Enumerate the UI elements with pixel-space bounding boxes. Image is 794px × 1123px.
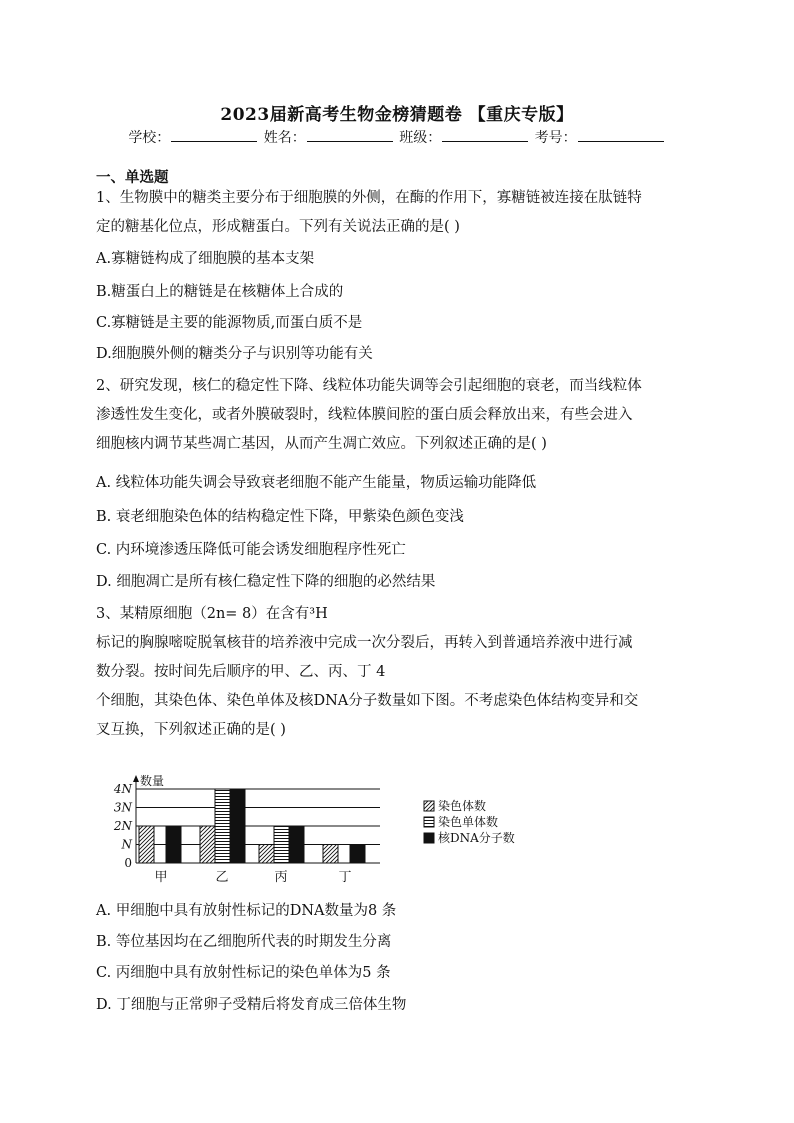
school-blank[interactable] (171, 127, 257, 142)
class-label: 班级： (399, 130, 442, 146)
question-line: 渗透性发生变化，或者外膜破裂时，线粒体膜间腔的蛋白质会释放出来，有些会进入 (96, 407, 633, 423)
question-1-option-b: B.糖蛋白上的糖链是在核糖体上合成的 (96, 284, 344, 300)
question-3-option-c: C. 丙细胞中具有放射性标记的染色单体为5 条 (96, 965, 391, 981)
chromosome-bar-chart (96, 765, 536, 887)
chart-svg (96, 765, 536, 887)
y-tick-label: N (121, 837, 132, 852)
question-line: 1、生物膜中的糖类主要分布于细胞膜的外侧，在酶的作用下，寡糖链被连接在肽链特 (96, 190, 642, 206)
question-1-stem (96, 184, 700, 242)
question-3-option-a: A. 甲细胞中具有放射性标记的DNA数量为8 条 (96, 903, 397, 919)
question-2-option-a: A. 线粒体功能失调会导致衰老细胞不能产生能量，物质运输功能降低 (96, 475, 537, 491)
question-1-option-c: C.寡糖链是主要的能源物质,而蛋白质不是 (96, 315, 363, 331)
y-axis-arrow (133, 775, 139, 782)
question-line: 定的糖基化位点，形成糖蛋白。下列有关说法正确的是( ) (96, 219, 460, 235)
legend-label: 染色体数 (438, 799, 487, 813)
question-1-option-d: D.细胞膜外侧的糖类分子与识别等功能有关 (96, 346, 373, 362)
question-2-option-c: C. 内环境渗透压降低可能会诱发细胞程序性死亡 (96, 542, 406, 558)
class-blank[interactable] (442, 127, 528, 142)
page-title: 2023届新高考生物金榜猜题卷 【重庆专版】 (220, 105, 574, 125)
exam-number-blank[interactable] (578, 127, 664, 142)
y-tick-label: 2N (113, 819, 132, 833)
name-blank[interactable] (307, 127, 393, 142)
question-line: 叉互换，下列叙述正确的是( ) (96, 722, 286, 738)
question-2-option-b: B. 衰老细胞染色体的结构稳定性下降，甲紫染色颜色变浅 (96, 509, 464, 525)
legend-swatch (424, 817, 434, 827)
question-line: 数分裂。按时间先后顺序的甲、乙、丙、丁 4 (96, 664, 386, 680)
legend-label: 核DNA分子数 (438, 831, 515, 845)
bar-diagonal (200, 826, 215, 863)
bar-diagonal (259, 845, 274, 864)
question-3-option-d: D. 丁细胞与正常卵子受精后将发育成三倍体生物 (96, 997, 407, 1013)
bar-solid (166, 826, 181, 863)
school-label: 学校： (128, 130, 171, 146)
exam-number-label: 考号： (534, 130, 577, 146)
y-tick-label: 0 (124, 856, 132, 870)
y-tick-label: 3N (113, 800, 132, 815)
legend-label: 染色单体数 (438, 815, 499, 829)
question-line: 个细胞，其染色体、染色单体及核DNA分子数量如下图。不考虑染色体结构变异和交 (96, 693, 639, 709)
x-category-label: 丙 (274, 870, 288, 885)
legend-swatch (424, 833, 434, 843)
bar-solid (230, 789, 245, 863)
bar-solid (289, 826, 304, 863)
question-2-stem (96, 372, 700, 459)
x-category-label: 乙 (215, 870, 229, 885)
name-label: 姓名： (263, 130, 306, 146)
bar-horizontal (274, 826, 289, 863)
bar-diagonal (323, 845, 338, 864)
x-category-label: 丁 (338, 870, 352, 885)
question-line: 标记的胸腺嘧啶脱氧核苷的培养液中完成一次分裂后，再转入到普通培养液中进行减 (96, 635, 633, 651)
question-line: 3、某精原细胞（2n= 8）在含有³H (96, 606, 328, 622)
bar-diagonal (139, 826, 154, 863)
bar-solid (350, 845, 365, 864)
y-tick-label: 4N (113, 782, 132, 796)
question-1-option-a: A.寡糖链构成了细胞膜的基本支架 (96, 251, 315, 267)
section-title: 一、单选题 (96, 169, 169, 186)
question-2-option-d: D. 细胞凋亡是所有核仁稳定性下降的细胞的必然结果 (96, 574, 436, 590)
legend-swatch (424, 801, 434, 811)
bar-horizontal (215, 789, 230, 863)
question-line: 细胞核内调节某些凋亡基因，从而产生凋亡效应。下列叙述正确的是( ) (96, 436, 547, 452)
question-line: 2、研究发现，核仁的稳定性下降、线粒体功能失调等会引起细胞的衰老，而当线粒体 (96, 378, 642, 394)
x-category-label: 甲 (154, 870, 168, 885)
question-3-stem (96, 600, 700, 745)
y-axis-label: 数量 (140, 774, 165, 788)
student-info-line (0, 127, 794, 147)
question-3-option-b: B. 等位基因均在乙细胞所代表的时期发生分离 (96, 934, 392, 950)
